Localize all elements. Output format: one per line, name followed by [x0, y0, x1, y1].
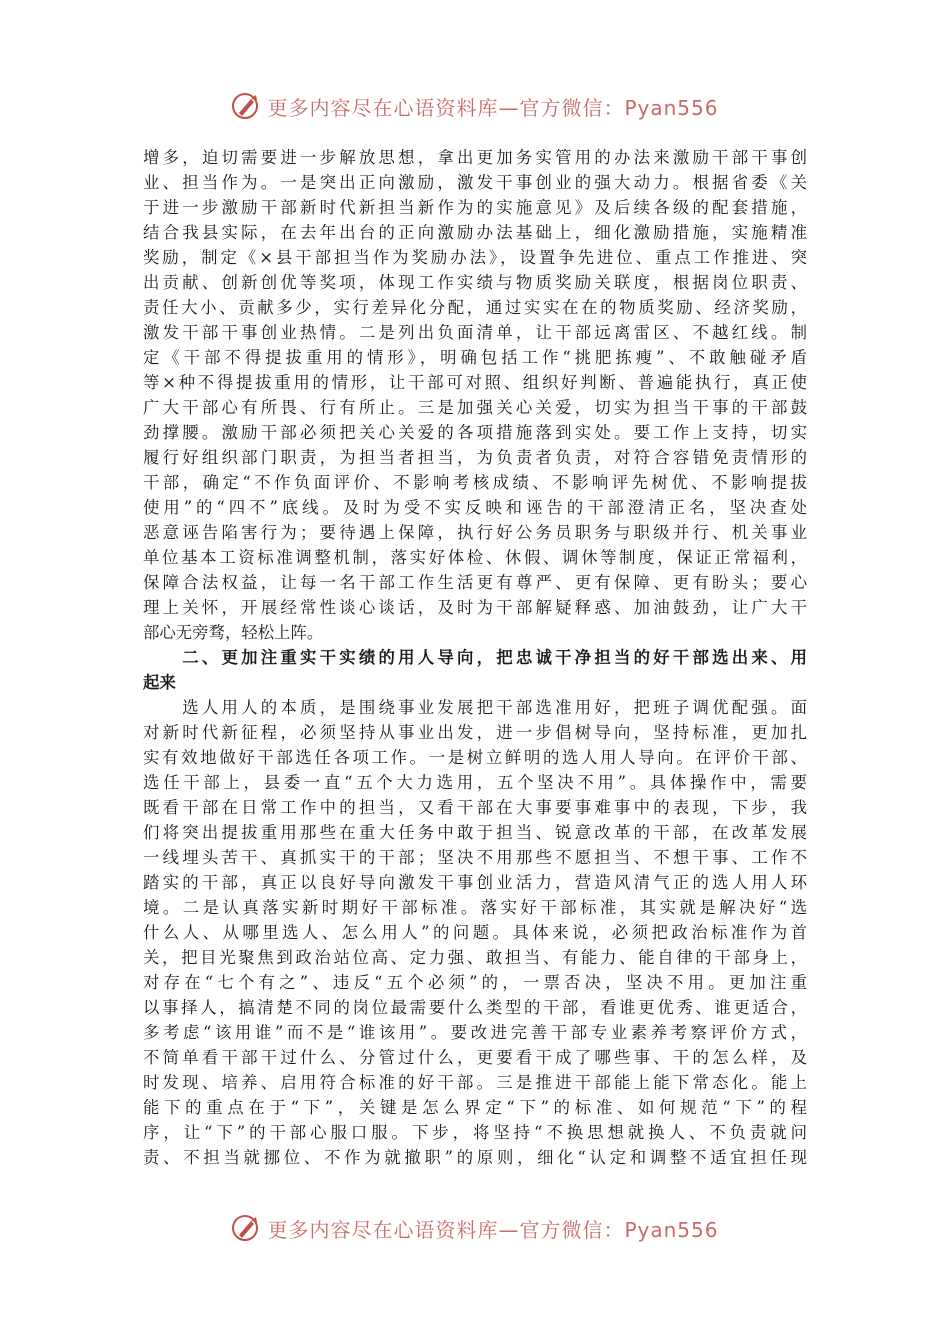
text-line: 干部，确定“不作负面评价、不影响考核成绩、不影响评先树优、不影响提拔 [143, 473, 807, 492]
text-line: 结合我县实际，在去年出台的正向激励办法基础上，细化激励措施，实施精准 [143, 223, 807, 242]
text-line: 使用”的“四不”底线。及时为受不实反映和诬告的干部澄清正名，坚决查处 [143, 498, 807, 517]
text-line: 劲撑腰。激励干部必须把关心关爱的各项措施落到实处。要工作上支持，切实 [143, 423, 807, 442]
footer-banner-text: 更多内容尽在心语资料库—官方微信：Pyan556 [267, 1217, 719, 1242]
section-heading: 起来 [143, 673, 176, 692]
text-line: 能下的重点在于“下”，关键是怎么界定“下”的标准、如何规范“下”的程 [143, 1098, 807, 1117]
text-line: 理上关怀，开展经常性谈心谈话，及时为干部解疑释惑、加油鼓劲，让广大干 [143, 598, 807, 617]
text-line: 广大干部心有所畏、行有所止。三是加强关心关爱，切实为担当干事的干部鼓 [143, 398, 807, 417]
text-line: 责、不担当就挪位、不作为就撤职”的原则，细化“认定和调整不适宜担任现 [143, 1148, 807, 1167]
text-line: 出贡献、创新创优等奖项，体现工作实绩与物质奖励关联度，根据岗位职责、 [143, 273, 807, 292]
text-line: 实有效地做好干部选任各项工作。一是树立鲜明的选人用人导向。在评价干部、 [143, 748, 807, 767]
text-line: 对新时代新征程，必须坚持从事业出发，进一步倡树导向，坚持标准，更加扎 [143, 723, 807, 742]
text-line: 选任干部上，县委一直“五个大力选用，五个坚决不用”。具体操作中，需要 [143, 773, 807, 792]
text-line: 对存在“七个有之”、违反“五个必须”的，一票否决，坚决不用。更加注重 [143, 973, 807, 992]
text-line: 履行好组织部门职责，为担当者担当，为负责者负责，对符合容错免责情形的 [143, 448, 807, 467]
text-line: 保障合法权益，让每一名干部工作生活更有尊严、更有保障、更有盼头；要心 [143, 573, 807, 592]
text-line: 一线埋头苦干、真抓实干的干部；坚决不用那些不愿担当、不想干事、工作不 [143, 848, 807, 867]
text-line: 什么人、从哪里选人、怎么用人”的问题。具体来说，必须把政治标准作为首 [143, 923, 807, 942]
section-heading: 二、更加注重实干实绩的用人导向，把忠诚干净担当的好干部选出来、用 [143, 648, 807, 667]
text-line: 定《干部不得提拔重用的情形》，明确包括工作“挑肥拣瘦”、不敢触碰矛盾 [143, 348, 807, 367]
pen-logo-icon [231, 91, 261, 121]
pen-logo-icon [231, 1213, 261, 1243]
text-line: 业、担当作为。一是突出正向激励，激发干事创业的强大动力。根据省委《关 [143, 173, 807, 192]
text-line: 选人用人的本质，是围绕事业发展把干部选准用好，把班子调优配强。面 [143, 698, 807, 717]
text-line: 等×种不得提拔重用的情形，让干部可对照、组织好判断、普遍能执行，真正使 [143, 373, 807, 392]
text-line: 踏实的干部，真正以良好导向激发干事创业活力，营造风清气正的选人用人环 [143, 873, 807, 892]
text-line: 于进一步激励干部新时代新担当新作为的实施意见》及后续各级的配套措施， [143, 198, 807, 217]
header-watermark-banner [0, 86, 950, 126]
footer-watermark-banner [0, 1208, 950, 1248]
text-line: 境。二是认真落实新时期好干部标准。落实好干部标准，其实就是解决好“选 [143, 898, 807, 917]
text-line: 时发现、培养、启用符合标准的好干部。三是推进干部能上能下常态化。能上 [143, 1073, 807, 1092]
text-line: 关，把目光聚焦到政治站位高、定力强、敢担当、有能力、能自律的干部身上， [143, 948, 807, 967]
text-line: 们将突出提拔重用那些在重大任务中敢于担当、锐意改革的干部，在改革发展 [143, 823, 807, 842]
text-line: 部心无旁骛，轻松上阵。 [143, 623, 324, 642]
text-line: 多考虑“该用谁”而不是“谁该用”。要改进完善干部专业素养考察评价方式， [143, 1023, 807, 1042]
text-line: 序，让“下”的干部心服口服。下步，将坚持“不换思想就换人、不负责就问 [143, 1123, 807, 1142]
text-line: 以事择人，搞清楚不同的岗位最需要什么类型的干部，看谁更优秀、谁更适合， [143, 998, 807, 1017]
header-banner-text: 更多内容尽在心语资料库—官方微信：Pyan556 [267, 95, 719, 120]
text-line: 单位基本工资标准调整机制，落实好体检、休假、调休等制度，保证正常福利， [143, 548, 807, 567]
text-line: 恶意诬告陷害行为；要待遇上保障，执行好公务员职务与职级并行、机关事业 [143, 523, 807, 542]
text-line: 不简单看干部干过什么、分管过什么，更要看干成了哪些事、干的怎么样，及 [143, 1048, 807, 1067]
document-body [143, 145, 807, 1170]
text-line: 激发干部干事创业热情。二是列出负面清单，让干部远离雷区、不越红线。制 [143, 323, 807, 342]
text-line: 既看干部在日常工作中的担当，又看干部在大事要事难事中的表现，下步，我 [143, 798, 807, 817]
text-line: 奖励，制定《×县干部担当作为奖励办法》，设置争先进位、重点工作推进、突 [143, 248, 807, 267]
text-line: 增多，迫切需要进一步解放思想，拿出更加务实管用的办法来激励干部干事创 [143, 148, 807, 167]
text-line: 责任大小、贡献多少，实行差异化分配，通过实实在在的物质奖励、经济奖励， [143, 298, 807, 317]
